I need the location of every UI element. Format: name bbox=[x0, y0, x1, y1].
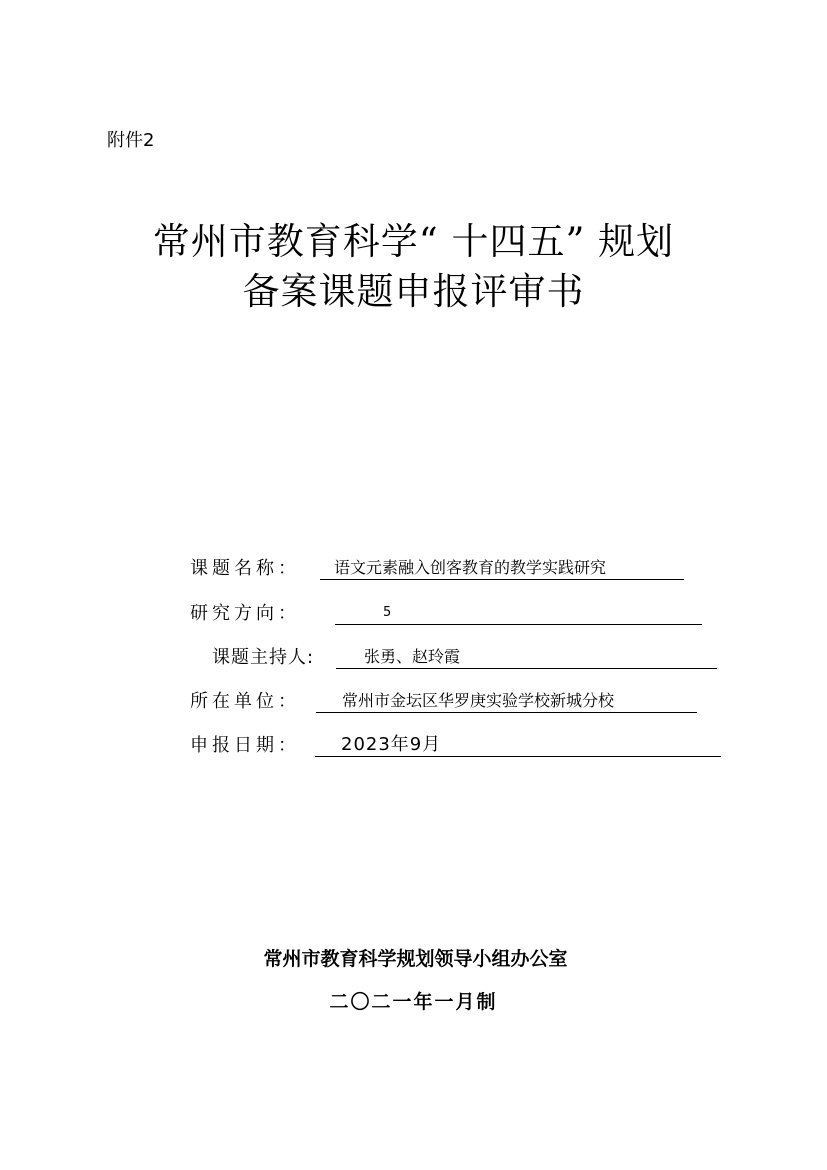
field-organization-label: 所在单位： bbox=[190, 691, 300, 712]
field-organization-value bbox=[316, 689, 697, 713]
field-host-value bbox=[336, 645, 717, 669]
field-application-date-label: 申报日期： bbox=[190, 735, 300, 756]
field-research-direction-text: 5 bbox=[383, 605, 392, 620]
made-date: 二〇二一年一月制 bbox=[329, 991, 498, 1013]
field-host-text: 张勇、赵玲霞 bbox=[364, 647, 461, 666]
issuer-office: 常州市教育科学规划领导小组办公室 bbox=[263, 948, 568, 970]
document-title-line-1: 常州市教育科学“ 十四五” 规划 bbox=[152, 220, 675, 263]
field-research-direction-value bbox=[335, 601, 702, 625]
field-application-date-value bbox=[315, 733, 721, 757]
field-organization-text: 常州市金坛区华罗庚实验学校新城分校 bbox=[342, 691, 615, 710]
field-topic-name-value bbox=[320, 556, 684, 580]
field-topic-name-text: 语文元素融入创客教育的教学实践研究 bbox=[334, 558, 607, 577]
attachment-label: 附件2 bbox=[107, 130, 155, 151]
field-research-direction-label: 研究方向： bbox=[190, 603, 300, 624]
field-application-date-text: 2023年9月 bbox=[341, 734, 442, 755]
field-topic-name-label: 课题名称： bbox=[190, 558, 300, 579]
document-title-line-2: 备案课题申报评审书 bbox=[242, 270, 585, 313]
field-host-label: 课题主持人: bbox=[212, 647, 315, 668]
